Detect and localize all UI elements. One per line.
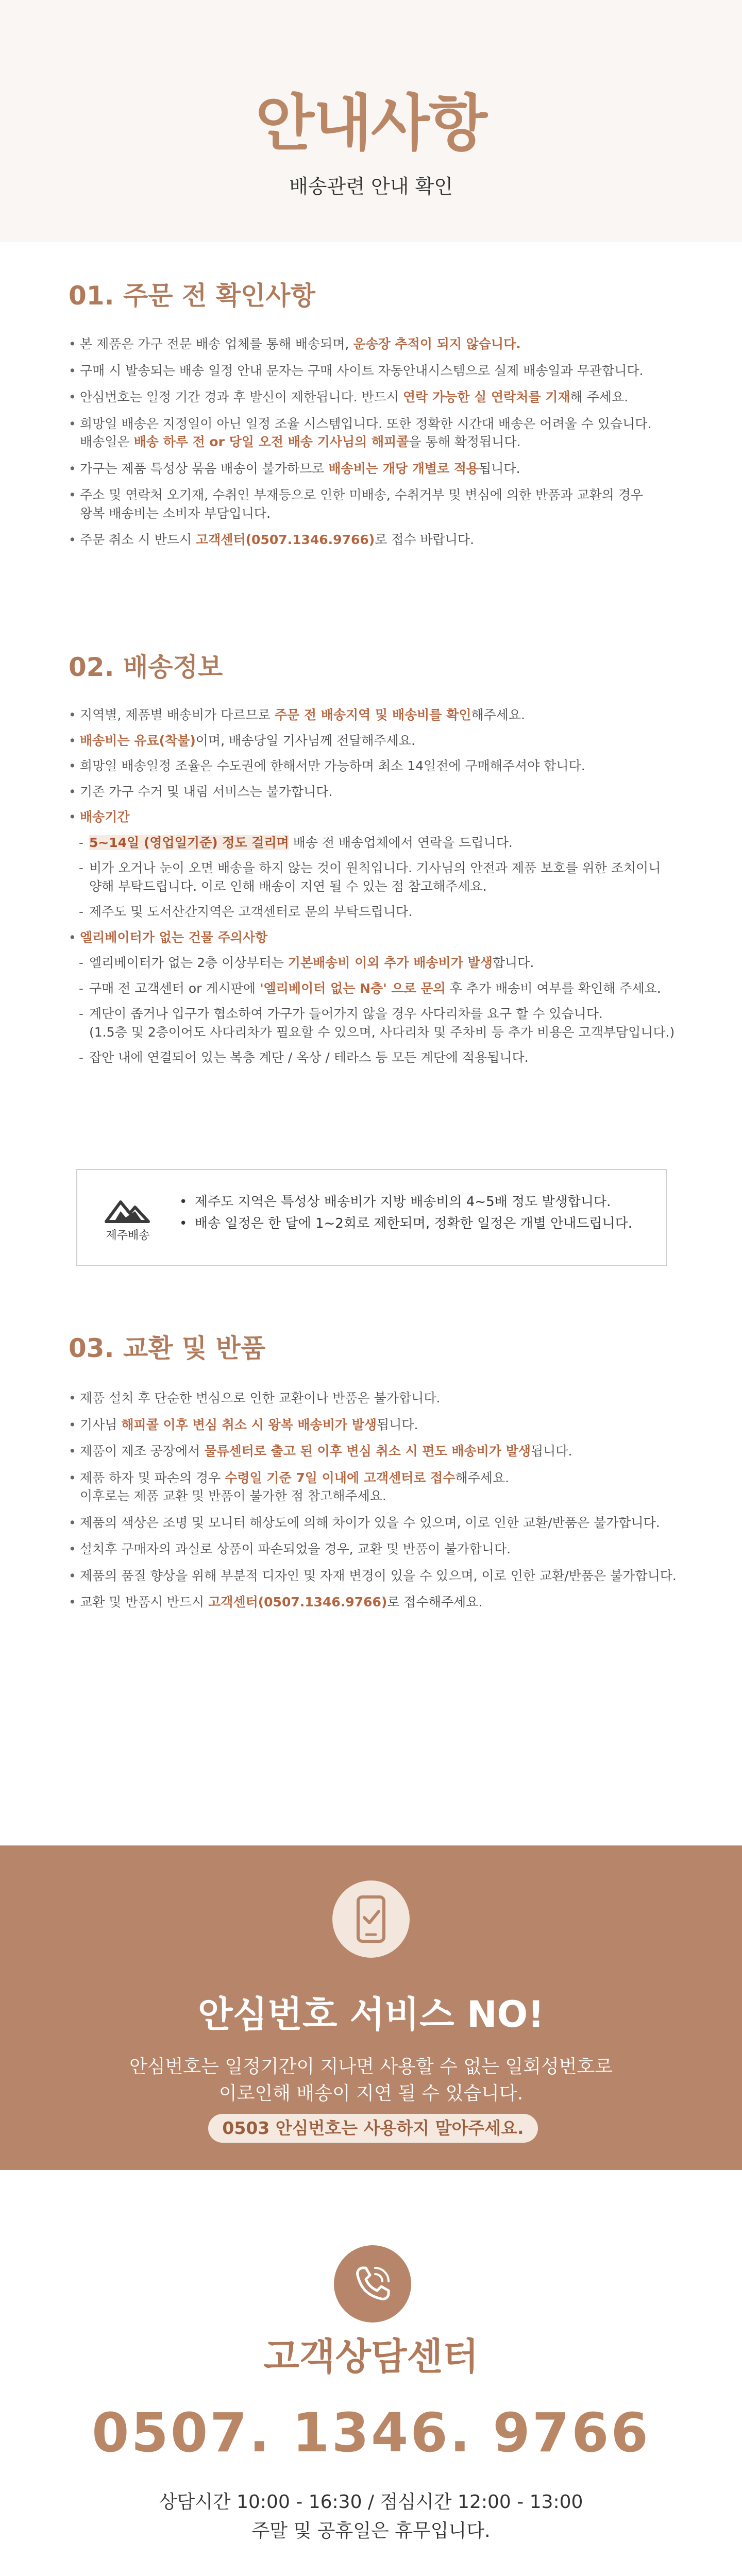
page-subtitle: 배송관련 안내 확인 bbox=[289, 175, 453, 198]
highlight-text: 엘리베이터가 없는 건물 주의사항 bbox=[80, 929, 268, 945]
list-item: • 설치후 구매자의 과실로 상품이 파손되었을 경우, 교환 및 반품이 불가합니다. bbox=[69, 1540, 687, 1558]
phone-icon bbox=[334, 2245, 411, 2323]
list-item: - 구매 전 고객센터 or 게시판에 '엘리베이터 없는 N층' 으로 문의 후 추가 배송비 여부를 확인해 주세요. bbox=[69, 979, 687, 998]
list-item: • 희망일 배송일정 조율은 수도권에 한해서만 가능하며 최소 14일전에 구매해주셔야 합니다. bbox=[69, 757, 687, 775]
hero-header bbox=[0, 0, 742, 242]
section-title-order: 01. 주문 전 확인사항 bbox=[69, 281, 315, 311]
list-item bbox=[69, 808, 687, 826]
list-item: • 제품의 색상은 조명 및 모니터 해상도에 의해 차이가 있을 수 있으며, 이로 인한 교환/반품은 불가합니다. bbox=[69, 1514, 687, 1532]
list-item: • 배송비는 유료(착불)이며, 배송당일 기사님께 전달해주세요. bbox=[69, 732, 687, 750]
order-notice-list bbox=[69, 335, 687, 557]
highlight-text: 5~14일 (영업일기준) 정도 걸리며 bbox=[89, 835, 289, 850]
section-title-exchange: 03. 교환 및 반품 bbox=[69, 1333, 266, 1363]
list-item: • 희망일 배송은 지정일이 아닌 일정 조율 시스템입니다. 또한 정확한 시간대 배송은 어려울 수 있습니다. 배송일은 배송 하루 전 or 당일 오전 배송 기사님의 해피콜을 통해 확정됩니다. bbox=[69, 415, 687, 451]
section-title-delivery: 02. 배송정보 bbox=[69, 652, 223, 682]
highlight-text: 고객센터(0507.1346.9766) bbox=[208, 1595, 387, 1609]
consultation-hours: 상담시간 10:00 - 16:30 / 점심시간 12:00 - 13:00 bbox=[159, 2492, 583, 2513]
exchange-return-list bbox=[69, 1389, 687, 1620]
safe-number-description: 안심번호는 일정기간이 지나면 사용할 수 없는 일회성번호로 이로인해 배송이 지연 될 수 있습니다. bbox=[129, 2056, 613, 2105]
list-item: • 지역별, 제품별 배송비가 다르므로 주문 전 배송지역 및 배송비를 확인해주세요. bbox=[69, 706, 687, 724]
list-item: - 제주도 및 도서산간지역은 고객센터로 문의 부탁드립니다. bbox=[69, 903, 687, 921]
list-item: • 기존 가구 수거 및 내림 서비스는 불가합니다. bbox=[69, 783, 687, 801]
list-item: - 5~14일 (영업일기준) 정도 걸리며 배송 전 배송업체에서 연락을 드립니다. bbox=[69, 834, 687, 852]
jeju-notice-line: • 제주도 지역은 특성상 배송비가 지방 배송비의 4~5배 정도 발생합니다. bbox=[179, 1192, 632, 1213]
list-item: • 기사님 해피콜 이후 변심 취소 시 왕복 배송비가 발생됩니다. bbox=[69, 1416, 687, 1434]
safe-number-title: 안심번호 서비스 NO! bbox=[197, 1993, 545, 2036]
highlight-text: 운송장 추적이 되지 않습니다. bbox=[353, 336, 521, 351]
list-item: • 가구는 제품 특성상 묶음 배송이 불가하므로 배송비는 개당 개별로 적용됩니다. bbox=[69, 460, 687, 478]
list-item bbox=[69, 928, 687, 947]
mountain-icon bbox=[103, 1196, 151, 1227]
highlight-text: '엘리베이터 없는 N층' 으로 문의 bbox=[259, 980, 446, 996]
list-item: • 제품이 제조 공장에서 물류센터로 출고 된 이후 변심 취소 시 편도 배송비가 발생됩니다. bbox=[69, 1442, 687, 1461]
page-title: 안내사항 bbox=[256, 88, 486, 159]
highlight-text: 기본배송비 이외 추가 배송비가 발생 bbox=[288, 955, 493, 970]
highlight-text: 물류센터로 출고 된 이후 변심 취소 시 편도 배송비가 발생 bbox=[204, 1444, 531, 1459]
list-item: • 제품의 품질 향상을 위해 부분적 디자인 및 자재 변경이 있을 수 있으며, 이로 인한 교환/반품은 불가합니다. bbox=[69, 1567, 687, 1585]
safe-number-warning-pill: 0503 안심번호는 사용하지 말아주세요. bbox=[208, 2114, 538, 2143]
phone-check-icon bbox=[332, 1880, 410, 1958]
list-item: • 안심번호는 일정 기간 경과 후 발신이 제한됩니다. 반드시 연락 가능한 실 연락처를 기재해 주세요. bbox=[69, 388, 687, 406]
highlight-text: 주문 전 배송지역 및 배송비를 확인 bbox=[274, 707, 471, 722]
jeju-notice-line: • 배송 일정은 한 달에 1~2회로 제한되며, 정확한 일정은 개별 안내드립니다. bbox=[179, 1213, 632, 1235]
list-item: - 비가 오거나 눈이 오면 배송을 하지 않는 것이 원칙입니다. 기사님의 안전과 제품 보호를 위한 조치이니 양해 부탁드립니다. 이로 인해 배송이 지연 될 수 있는 점 참고해주세요. bbox=[69, 859, 687, 895]
customer-center-phone[interactable]: 0507. 1346. 9766 bbox=[92, 2401, 650, 2464]
customer-center-hours bbox=[0, 2488, 742, 2546]
highlight-text: 수령일 기준 7일 이내에 고객센터로 접수 bbox=[225, 1470, 456, 1485]
list-item: • 구매 시 발송되는 배송 일정 안내 문자는 구매 사이트 자동안내시스템으로 실제 배송일과 무관합니다. bbox=[69, 362, 687, 380]
delivery-info-list bbox=[69, 706, 687, 1074]
list-item: • 주소 및 연락처 오기재, 수취인 부재등으로 인한 미배송, 수취거부 및 변심에 의한 반품과 교환의 경우 왕복 배송비는 소비자 부담입니다. bbox=[69, 486, 687, 522]
highlight-text: 배송 하루 전 or 당일 오전 배송 기사님의 해피콜 bbox=[133, 434, 409, 449]
list-item: - 잡안 내에 연결되어 있는 복층 계단 / 옥상 / 테라스 등 모든 계단에 적용됩니다. bbox=[69, 1048, 687, 1067]
holiday-notice: 주말 및 공휴일은 휴무입니다. bbox=[251, 2520, 491, 2541]
highlight-text: 연락 가능한 실 연락처를 기재 bbox=[402, 389, 570, 404]
highlight-text: 배송기간 bbox=[80, 809, 130, 824]
highlight-text: 배송비는 개당 개별로 적용 bbox=[328, 461, 479, 476]
list-item: - 엘리베이터가 없는 2층 이상부터는 기본배송비 이외 추가 배송비가 발생합니다. bbox=[69, 954, 687, 972]
list-item: - 계단이 좁거나 입구가 협소하여 가구가 들어가지 않을 경우 사다리차를 요구 할 수 있습니다. (1.5층 및 2층이어도 사다리차가 필요할 수 있으며, 사다리차 및 주차비 등 추가 비용은 고객부담입니다.) bbox=[69, 1005, 687, 1041]
customer-center-title: 고객상담센터 bbox=[263, 2335, 479, 2378]
list-item: • 제품 설치 후 단순한 변심으로 인한 교환이나 반품은 불가합니다. bbox=[69, 1389, 687, 1408]
list-item: • 교환 및 반품시 반드시 고객센터(0507.1346.9766)로 접수해주세요. bbox=[69, 1593, 687, 1612]
highlight-text: 해피콜 이후 변심 취소 시 왕복 배송비가 발생 bbox=[121, 1417, 377, 1432]
list-item: • 주문 취소 시 반드시 고객센터(0507.1346.9766)로 접수 바랍니다. bbox=[69, 531, 687, 549]
jeju-delivery-notice bbox=[76, 1169, 667, 1266]
list-item: • 본 제품은 가구 전문 배송 업체를 통해 배송되며, 운송장 추적이 되지 않습니다. bbox=[69, 335, 687, 353]
jeju-delivery-label: 제주배송 bbox=[106, 1229, 150, 1242]
list-item: • 제품 하자 및 파손의 경우 수령일 기준 7일 이내에 고객센터로 접수해주세요. 이후로는 제품 교환 및 반품이 불가한 점 참고해주세요. bbox=[69, 1469, 687, 1505]
highlight-text: 고객센터(0507.1346.9766) bbox=[196, 532, 375, 547]
highlight-text: 배송비는 유료(착불) bbox=[80, 733, 196, 748]
